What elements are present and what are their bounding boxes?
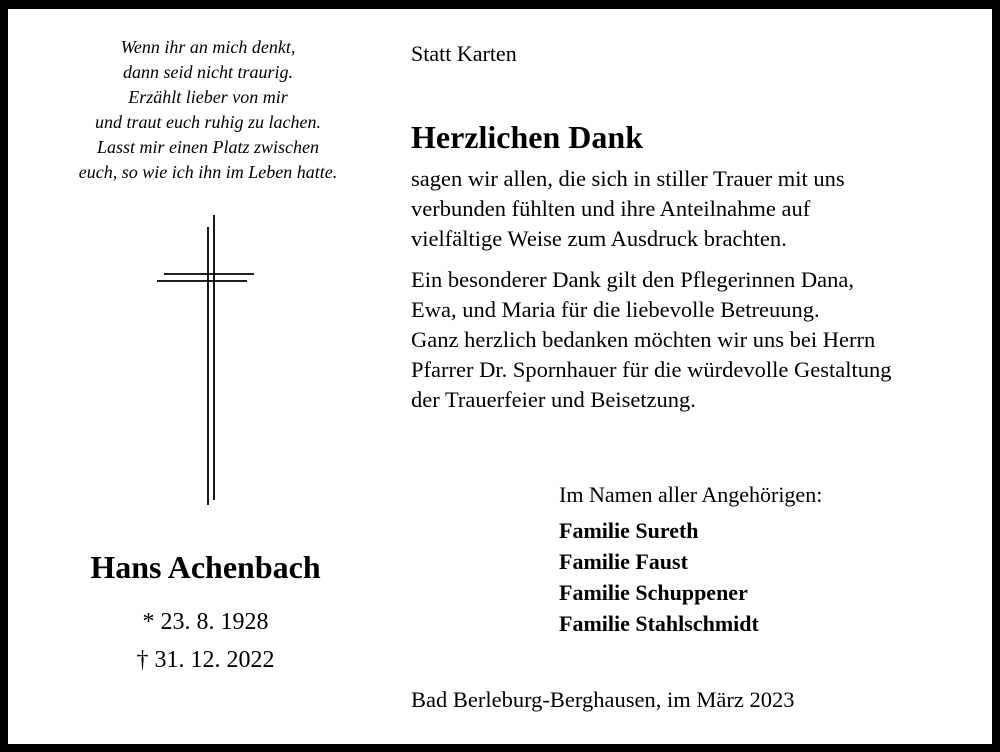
family-name: Familie Schuppener — [559, 580, 748, 605]
poem-line: euch, so wie ich ihn im Leben hatte. — [78, 162, 338, 182]
text-line: Pfarrer Dr. Spornhauer für die würdevolle Gestaltung — [411, 357, 892, 382]
death-date: † 31. 12. 2022 — [136, 647, 275, 673]
family-name: Familie Stahlschmidt — [559, 611, 759, 636]
special-thanks-paragraph — [411, 265, 986, 415]
notice-headline: Herzlichen Dank — [411, 119, 643, 155]
text-line: sagen wir allen, die sich in stiller Trauer mit uns — [411, 166, 845, 191]
poem-line: dann seid nicht traurig. — [123, 62, 293, 82]
poem-line: Lasst mir einen Platz zwischen — [96, 137, 319, 157]
poem — [38, 35, 378, 185]
poem-line: Erzählt lieber von mir — [128, 87, 288, 107]
family-list — [559, 515, 759, 639]
text-line: verbunden fühlten und ihre Anteilnahme auf — [411, 196, 811, 221]
text-line: Ganz herzlich bedanken möchten wir uns bei Herrn — [411, 327, 876, 352]
obituary-card — [8, 9, 992, 744]
text-line: der Trauerfeier und Beisetzung. — [411, 387, 696, 412]
thanks-paragraph — [411, 164, 986, 254]
text-line: vielfältige Weise zum Ausdruck brachten. — [411, 226, 787, 251]
poem-line: und traut euch ruhig zu lachen. — [95, 112, 321, 132]
birth-date: * 23. 8. 1928 — [142, 609, 269, 635]
signature-intro: Im Namen aller Angehörigen: — [559, 482, 823, 507]
notice-prefix: Statt Karten — [411, 41, 517, 66]
poem-line: Wenn ihr an mich denkt, — [120, 37, 296, 57]
text-line: Ewa, und Maria für die liebevolle Betreuung. — [411, 297, 820, 322]
family-name: Familie Sureth — [559, 518, 699, 543]
text-line: Ein besonderer Dank gilt den Pflegerinnen Dana, — [411, 267, 854, 292]
family-name: Familie Faust — [559, 549, 688, 574]
deceased-name: Hans Achenbach — [90, 549, 321, 585]
cross-icon — [153, 215, 263, 515]
place-date: Bad Berleburg-Berghausen, im März 2023 — [411, 687, 795, 712]
